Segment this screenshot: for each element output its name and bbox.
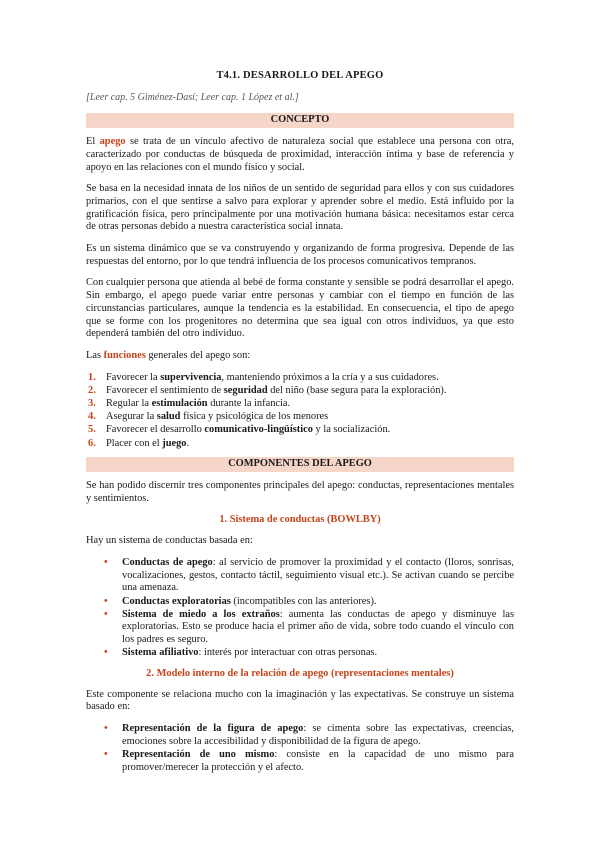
bold-term: supervivencia — [160, 371, 222, 383]
list-number: 2. — [88, 384, 96, 396]
bullet-icon: • — [104, 647, 108, 659]
text-run: Regular la — [106, 398, 152, 410]
list-item — [86, 609, 514, 647]
bold-term: Conductas de apego — [122, 556, 213, 568]
text-run: se trata de un vínculo afectivo de naturaleza social que establece una persona con otra, caracterizado por conductas de búsqueda de proximidad, interacción íntima y base de referencia y apoyo en las relaciones con el mundo físico y social. — [86, 136, 514, 173]
list-item — [86, 596, 514, 609]
paragraph-any-caregiver: Con cualquier persona que atienda al bebé de forma constante y sensible se podrá desarrollar el apego. Sin embargo, el apego puede variar entre personas y cambiar con el tiempo en función de las circunstancias particulares, aunque la tendencia es la estabilidad. En consecuencia, el tipo de apego que se forme con los progenitores no determina que sea igual con otros individuos, ya que esto dependerá también del otro individuo. — [86, 277, 514, 340]
list-item — [86, 749, 514, 774]
text-run: Asegurar la — [106, 411, 157, 423]
bullet-icon: • — [104, 749, 108, 761]
text-run: , manteniendo próximos a la cría y a sus cuidadores. — [221, 371, 439, 383]
list-item — [86, 723, 514, 748]
conductas-list — [86, 557, 514, 660]
text-run: durante la infancia. — [207, 398, 291, 410]
list-item — [86, 398, 514, 411]
bold-term: salud — [156, 411, 181, 423]
text-run: Favorecer el sentimiento de — [106, 384, 224, 396]
paragraph-basis: Se basa en la necesidad innata de los niños de un sentido de seguridad para ellos y con sus cuidadores primarios, con el que sentirse a salvo para explorar y aprender sobre el medio. Está influido por la gratificación física, pero principalmente por una motivación humana básica: necesitamos estar cerca de otras personas debido a nuestra característica social innata. — [86, 183, 514, 233]
paragraph-modelo-intro: Este componente se relaciona mucho con la imaginación y las expectativas. Se construye un sistema basado en: — [86, 688, 514, 713]
section-heading-componentes: COMPONENTES DEL APEGO — [86, 457, 514, 472]
paragraph-conductas-intro: Hay un sistema de conductas basada en: — [86, 535, 253, 547]
list-item — [86, 372, 514, 385]
list-item — [86, 647, 514, 660]
reading-reference: [Leer cap. 5 Giménez-Dasí; Leer cap. 1 López et al.] — [86, 91, 299, 103]
text-run: : al servicio de promover la proximidad y el contacto (lloros, sonrisas, vocalizaciones, gestos, contacto táctil, seguimiento visual etc.). Se activan cuando se percibe una amenaza. — [122, 556, 514, 594]
document-page — [86, 70, 514, 782]
bold-term: Conductas exploratorias — [122, 595, 231, 607]
text-run: y la socialización. — [312, 424, 391, 436]
list-item — [86, 438, 514, 451]
text-run: : aumenta las conductas de apego y disminuye las exploratorias. Esto se produce hacia el primer año de vida, sobre todo cuando el vínculo con los padres es seguro. — [122, 608, 514, 646]
term-funciones: funciones — [103, 349, 146, 361]
document-title: T4.1. DESARROLLO DEL APEGO — [216, 70, 384, 81]
bullet-icon: • — [104, 723, 108, 735]
bullet-icon: • — [104, 608, 108, 620]
text-run: física y psicológica de los menores — [180, 411, 329, 423]
bold-term: seguridad — [223, 384, 268, 396]
text-run: : interés por interactuar con otras personas. — [198, 647, 378, 659]
bold-term: Sistema de miedo a los extraños — [122, 608, 280, 620]
text-run: Favorecer la — [106, 371, 161, 383]
bold-term: estimulación — [151, 398, 208, 410]
paragraph-functions-intro — [86, 350, 514, 363]
representaciones-list — [86, 723, 514, 774]
text-run: generales del apego son: — [145, 349, 251, 361]
list-number: 4. — [88, 411, 96, 423]
bullet-icon: • — [104, 595, 108, 607]
bold-term: Representación de la figura de apego — [122, 723, 304, 735]
paragraph-dynamic-system: Es un sistema dinámico que se va construyendo y organizando de forma progresiva. Depende de las respuestas del entorno, por lo que tendrá influencia de los procesos comunicativos tempranos. — [86, 243, 514, 267]
paragraph-components-intro: Se han podido discernir tres componentes principales del apego: conductas, representaciones mentales y sentimientos. — [86, 480, 514, 504]
list-number: 5. — [88, 424, 96, 436]
text-run: Favorecer el desarrollo — [106, 424, 205, 436]
bold-term: juego — [162, 437, 187, 449]
text-run: : se cimenta sobre las expectativas, creencias, emociones sobre la accesibilidad y disponibilidad de la figura de apego. — [122, 723, 514, 747]
paragraph-definition — [86, 136, 514, 174]
section-heading-concepto: CONCEPTO — [86, 113, 514, 128]
subsection-title-modelo-interno: 2. Modelo interno de la relación de apego (representaciones mentales) — [146, 668, 454, 680]
list-item — [86, 557, 514, 595]
text-run: . — [186, 437, 190, 449]
text-run: Las — [86, 349, 104, 361]
list-item — [86, 385, 514, 398]
text-run: del niño (base segura para la exploración). — [267, 384, 447, 396]
bold-term: comunicativo-lingüístico — [204, 424, 313, 436]
bold-term: Representación de uno mismo — [122, 749, 275, 761]
bold-term: Sistema afiliativo — [122, 647, 199, 659]
bullet-icon: • — [104, 556, 108, 568]
functions-list — [86, 372, 514, 451]
term-apego: apego — [99, 136, 126, 148]
text-run: : consiste en la capacidad de uno mismo para promover/merecer la protección y el afecto. — [122, 749, 514, 773]
list-number: 1. — [88, 371, 96, 383]
list-item — [86, 424, 514, 437]
text-run: (incompatibles con las anteriores). — [230, 595, 377, 607]
text-run: Placer con el — [106, 437, 163, 449]
list-item — [86, 411, 514, 424]
list-number: 6. — [88, 437, 96, 449]
list-number: 3. — [88, 398, 96, 410]
text-run: El — [86, 136, 100, 148]
subsection-title-conductas: 1. Sistema de conductas (BOWLBY) — [219, 514, 381, 526]
